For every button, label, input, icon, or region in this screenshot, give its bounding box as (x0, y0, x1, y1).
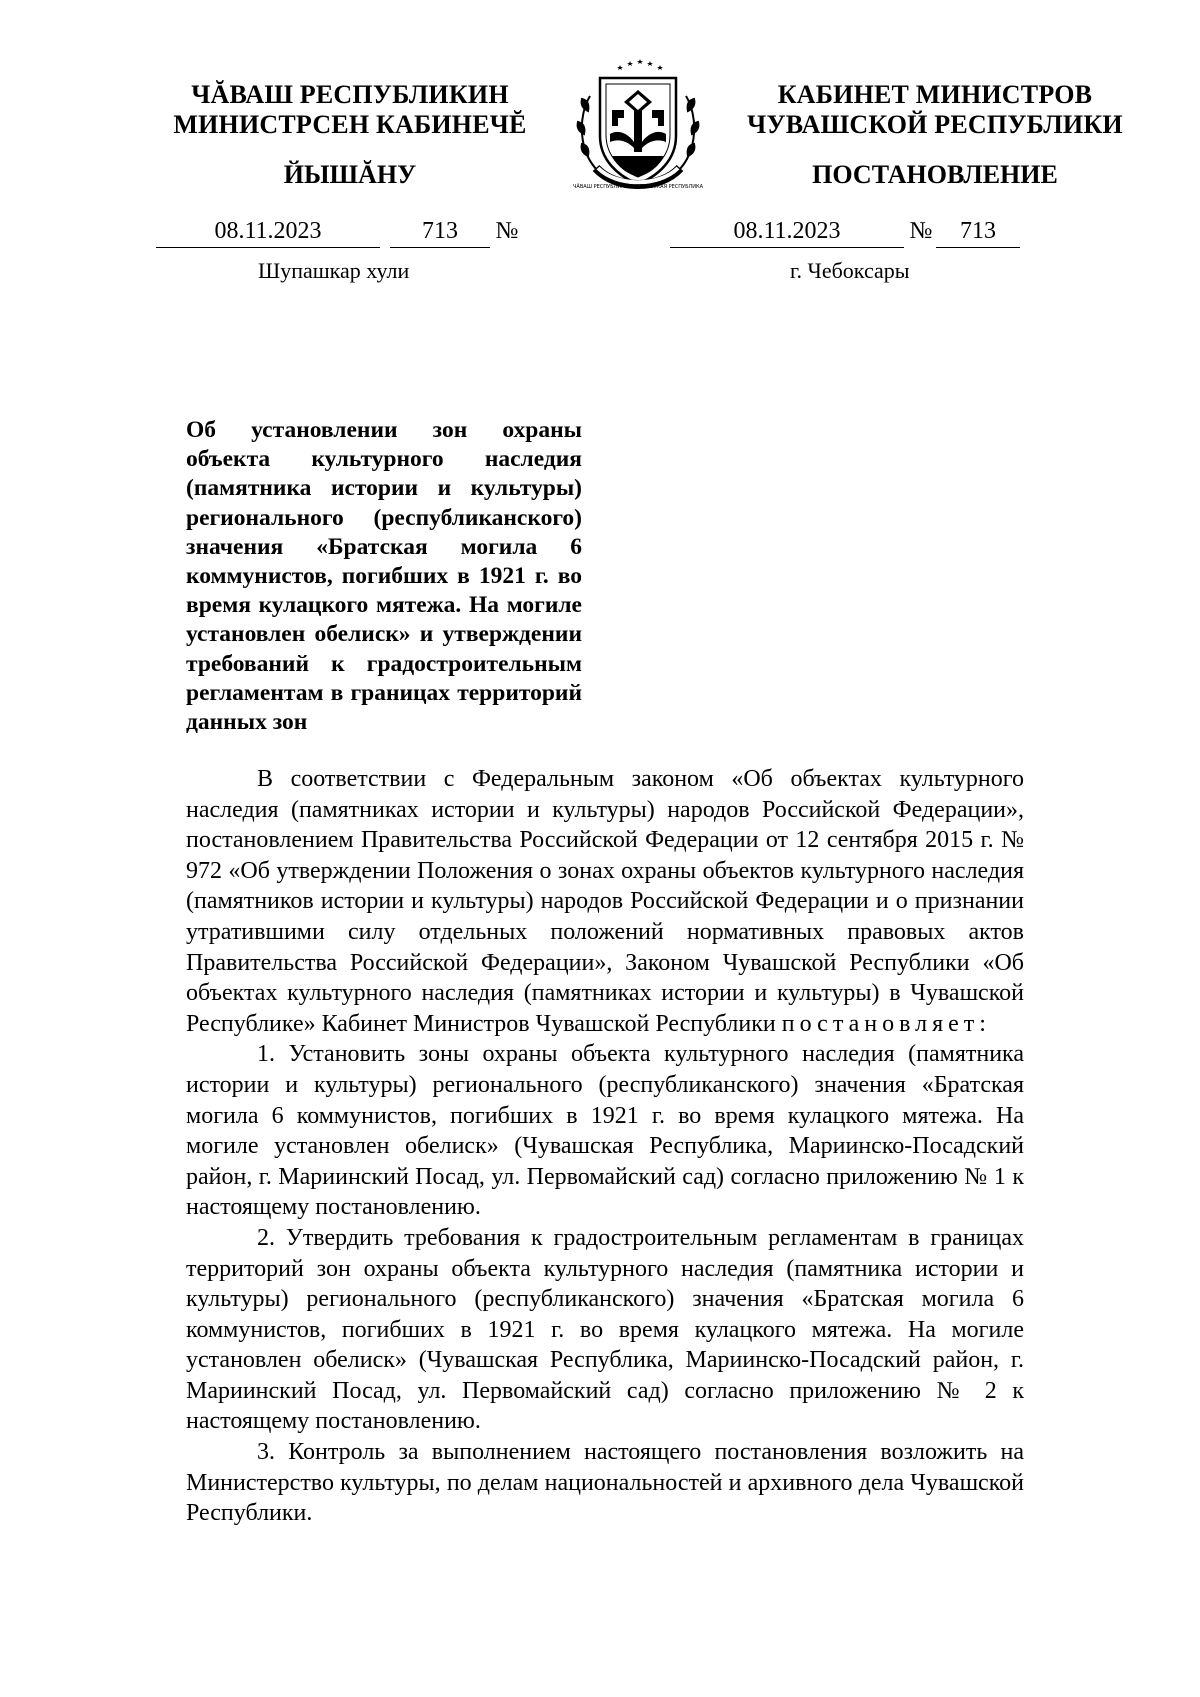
right-header (720, 80, 1150, 140)
right-header-line2: ЧУВАШСКОЙ РЕСПУБЛИКИ (747, 110, 1123, 139)
emblem-ring-text: ЧĂВАШ РЕСПУБЛИКИ • ЧУВАШСКАЯ РЕСПУБЛИКА (572, 184, 704, 190)
preamble-text: В соответствии с Федеральным законом «Об объектах культурного наследия (памятниках истории и культуры) народов Российской Федерации», постановлением Правительства Российской Федерации от 12 сентября 2015 г. № 972 «Об утверждении Положения о зонах охраны объектов культурного наследия (памятников истории и культуры) народов Российской Федерации и о признании утратившими силу отдельных положений нормативных правовых актов Правительства Российской Федерации», Законом Чувашской Республики «Об объектах культурного наследия (памятниках истории и культуры) в Чувашской Республике» Кабинет Министров Чувашской Республики (186, 766, 1024, 1037)
right-header-line1: КАБИНЕТ МИНИСТРОВ (777, 80, 1093, 109)
right-doctype: ПОСТАНОВЛЕНИЕ (812, 160, 1058, 189)
preamble-paragraph (186, 764, 1024, 1039)
item-2: 2. Утвердить требования к градостроительным регламентам в границах территорий зон охраны объекта культурного наследия (памятника истории и культуры) регионального (республиканского) значения «Братская могила 6 коммунистов, погибших в 1921 г. во время кулацкого мятежа. На могиле установлен обелиск» (Чувашская Республика, Мариинско-Посадский район, г. Мариинский Посад, ул. Первомайский сад) согласно приложению № 2 к настоящему постановлению. (186, 1224, 1024, 1435)
left-number-underline (390, 247, 490, 248)
left-number: 713 (422, 218, 458, 244)
resolves-word: постановляет: (781, 1010, 991, 1037)
document-body (186, 764, 1024, 1529)
left-date: 08.11.2023 (214, 218, 322, 244)
left-header (150, 80, 550, 140)
left-number-sign: № (495, 218, 519, 244)
right-number-sign: № (909, 218, 933, 244)
item-1: 1. Установить зоны охраны объекта культурного наследия (памятника истории и культуры) регионального (республиканского) значения «Братская могила 6 коммунистов, погибших в 1921 г. во время кулацкого мятежа. На могиле установлен обелиск» (Чувашская Республика, Мариинско-Посадский район, г. Мариинский Посад, ул. Первомайский сад) согласно приложению № 1 к настоящему постановлению. (186, 1041, 1024, 1221)
right-date-underline (670, 247, 904, 248)
right-date: 08.11.2023 (733, 218, 841, 244)
coat-of-arms-emblem (568, 56, 708, 192)
right-city: г. Чебоксары (790, 258, 910, 283)
emblem-icon (568, 56, 708, 192)
right-number-underline (936, 247, 1020, 248)
left-city: Шупашкар хули (258, 258, 410, 283)
left-doctype: ЙЫШĂНУ (283, 160, 417, 189)
item-3: 3. Контроль за выполнением настоящего постановления возложить на Министерство культуры, по делам национальностей и архивного дела Чувашской Республики. (186, 1439, 1024, 1527)
left-header-line1: ЧĂВАШ РЕСПУБЛИКИН (191, 80, 509, 109)
document-title: Об установлении зон охраны объекта культурного наследия (памятника истории и культуры) регионального (республиканского) значения «Братская могила 6 коммунистов, погибших в 1921 г. во время кулацкого мятежа. На могиле установлен обелиск» и утверждении требований к градостроительным регламентам в границах территорий данных зон (186, 417, 582, 736)
left-header-line2: МИНИСТРСЕН КАБИНЕЧĔ (173, 110, 527, 139)
right-number: 713 (960, 218, 996, 244)
left-date-underline (156, 247, 380, 248)
